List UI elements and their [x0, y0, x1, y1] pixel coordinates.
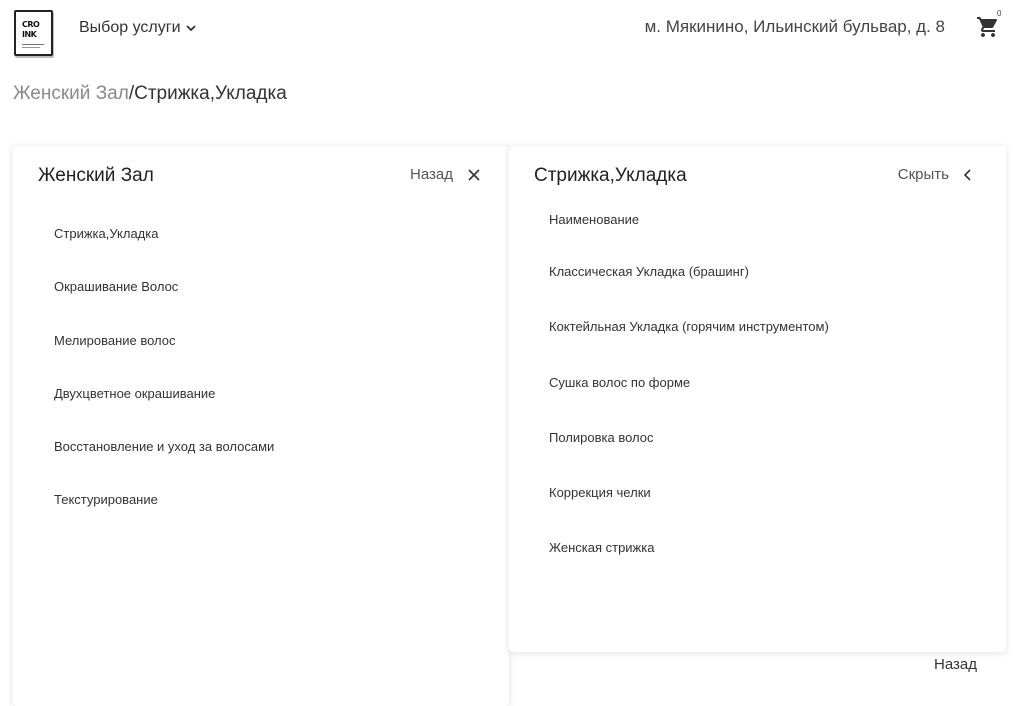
category-item[interactable]: Окрашивание Волос — [54, 279, 179, 295]
breadcrumb — [13, 83, 287, 105]
close-button[interactable] — [467, 168, 481, 182]
service-item[interactable]: Коктейльная Укладка (горячим инструментом) — [549, 319, 829, 335]
breadcrumb-root-link[interactable]: Женский Зал — [13, 83, 129, 104]
salon-address: м. Мякинино, Ильинский бульвар, д. 8 — [644, 17, 945, 36]
hide-button[interactable] — [898, 166, 975, 183]
service-item[interactable]: Женская стрижка — [549, 540, 655, 556]
service-select-label: Выбор услуги — [79, 19, 181, 36]
category-panel-actions — [410, 166, 481, 183]
service-item[interactable]: Классическая Укладка (брашинг) — [549, 264, 749, 279]
logo-text-top: CRO — [22, 20, 40, 29]
breadcrumb-separator: / — [128, 83, 135, 104]
top-header — [0, 0, 1024, 56]
service-list — [549, 212, 829, 596]
close-icon — [467, 168, 481, 182]
category-item[interactable]: Мелирование волос — [54, 332, 176, 348]
hide-label: Скрыть — [897, 166, 949, 183]
category-item[interactable]: Двухцветное окрашивание — [54, 385, 216, 401]
category-panel-title: Женский Зал — [38, 165, 154, 186]
logo-line — [22, 47, 40, 48]
category-item[interactable]: Восстановление и уход за волосами — [54, 439, 275, 455]
category-item[interactable]: Текстурирование — [54, 492, 158, 508]
breadcrumb-current: Стрижка,Укладка — [134, 83, 287, 104]
services-panel-title: Стрижка,Укладка — [534, 165, 687, 186]
service-list-header: Наименование — [549, 212, 640, 227]
logo-text-bottom: INK — [22, 30, 37, 39]
service-item[interactable]: Полировка волос — [549, 429, 654, 445]
cart-icon[interactable] — [976, 15, 1000, 39]
service-select-dropdown[interactable] — [79, 17, 197, 39]
cart-count-badge: 0 — [997, 9, 1002, 18]
category-item[interactable]: Стрижка,Укладка — [54, 226, 159, 241]
brand-logo[interactable] — [14, 10, 53, 56]
services-panel — [509, 146, 1006, 652]
category-panel — [13, 146, 509, 706]
chevron-left-icon — [961, 168, 975, 182]
logo-line — [22, 44, 44, 45]
services-panel-actions — [898, 166, 975, 183]
service-item[interactable]: Сушка волос по форме — [549, 374, 691, 390]
service-item[interactable]: Коррекция челки — [549, 485, 651, 501]
back-button[interactable]: Назад — [410, 166, 453, 183]
category-list — [54, 226, 274, 546]
footer-back-button[interactable]: Назад — [934, 656, 977, 673]
chevron-down-icon — [185, 22, 197, 34]
